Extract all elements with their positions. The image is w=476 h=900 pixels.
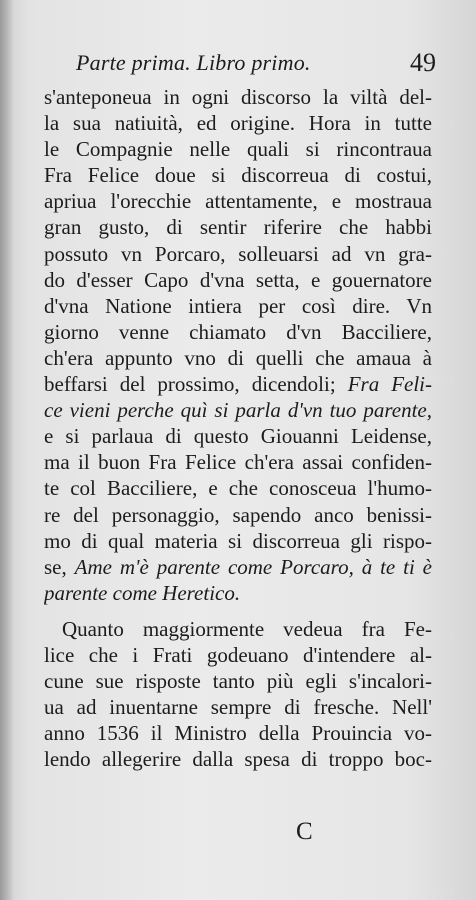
text-line: apriua l'orecchie attentamente, e mostraua (44, 189, 432, 214)
roman-run: beffarsi del prossimo, dicendoli; (44, 372, 348, 397)
text-line: le Compagnie nelle quali si rincontraua (44, 137, 432, 162)
text-line: s'anteponeua in ogni discorso la viltà del- (44, 85, 432, 109)
signature-mark: C (296, 818, 313, 845)
text-line: do d'esser Capo d'vna setta, e gouernatore (44, 267, 432, 292)
running-title: Parte prima. Libro primo. (76, 50, 311, 75)
text-line: Fra Felice doue si discorreua di costui, (44, 163, 432, 188)
text-line (44, 371, 432, 397)
text-line: d'vna Natione intiera per così dire. Vn (44, 293, 432, 318)
italic-run: Ame m'è parente come Porcaro, à te ti è (74, 554, 432, 579)
text-line: gran gusto, di sentir riferire che habbi (44, 215, 432, 240)
text-line: mo di qual materia si discorreua gli rispo- (44, 528, 432, 553)
text-line: te col Bacciliere, e che conosceua l'humo- (44, 476, 432, 501)
text-line: lendo allegerire dalla spesa di troppo boc- (44, 747, 432, 772)
text-line: la sua natiuità, ed origine. Hora in tutte (44, 111, 432, 136)
text-line (44, 554, 432, 580)
text-line: ce vieni perche quì si parla d'vn tuo parente, (44, 398, 432, 423)
page-header (76, 46, 436, 80)
text-line: re del personaggio, sapendo anco benissi- (44, 502, 432, 527)
roman-run: se, (44, 554, 75, 579)
text-line: e si parlaua di questo Giouanni Leidense, (44, 424, 432, 449)
page-number: 49 (410, 48, 436, 77)
text-line: cune sue risposte tanto più egli s'incalori- (44, 669, 432, 694)
text-line: giorno venne chiamato d'vn Bacciliere, (44, 319, 432, 344)
text-line: Quanto maggiormente vedeua fra Fe- (62, 616, 432, 641)
text-line: possuto vn Porcaro, solleuarsi ad vn gra- (44, 241, 432, 266)
text-line: anno 1536 il Ministro della Prouincia vo- (44, 721, 432, 746)
text-line: ua ad inuentarne sempre di fresche. Nell' (44, 695, 432, 720)
spine-shadow (0, 0, 14, 900)
italic-run: Fra Feli- (347, 372, 432, 397)
body-text (44, 84, 432, 772)
text-line: ma il buon Fra Felice ch'era assai confiden- (44, 450, 432, 475)
text-line: ch'era appunto vno di quelli che amaua à (44, 345, 432, 370)
text-line: parente come Heretico. (44, 580, 241, 605)
text-line: lice che i Frati godeuano d'intendere al- (44, 642, 432, 667)
